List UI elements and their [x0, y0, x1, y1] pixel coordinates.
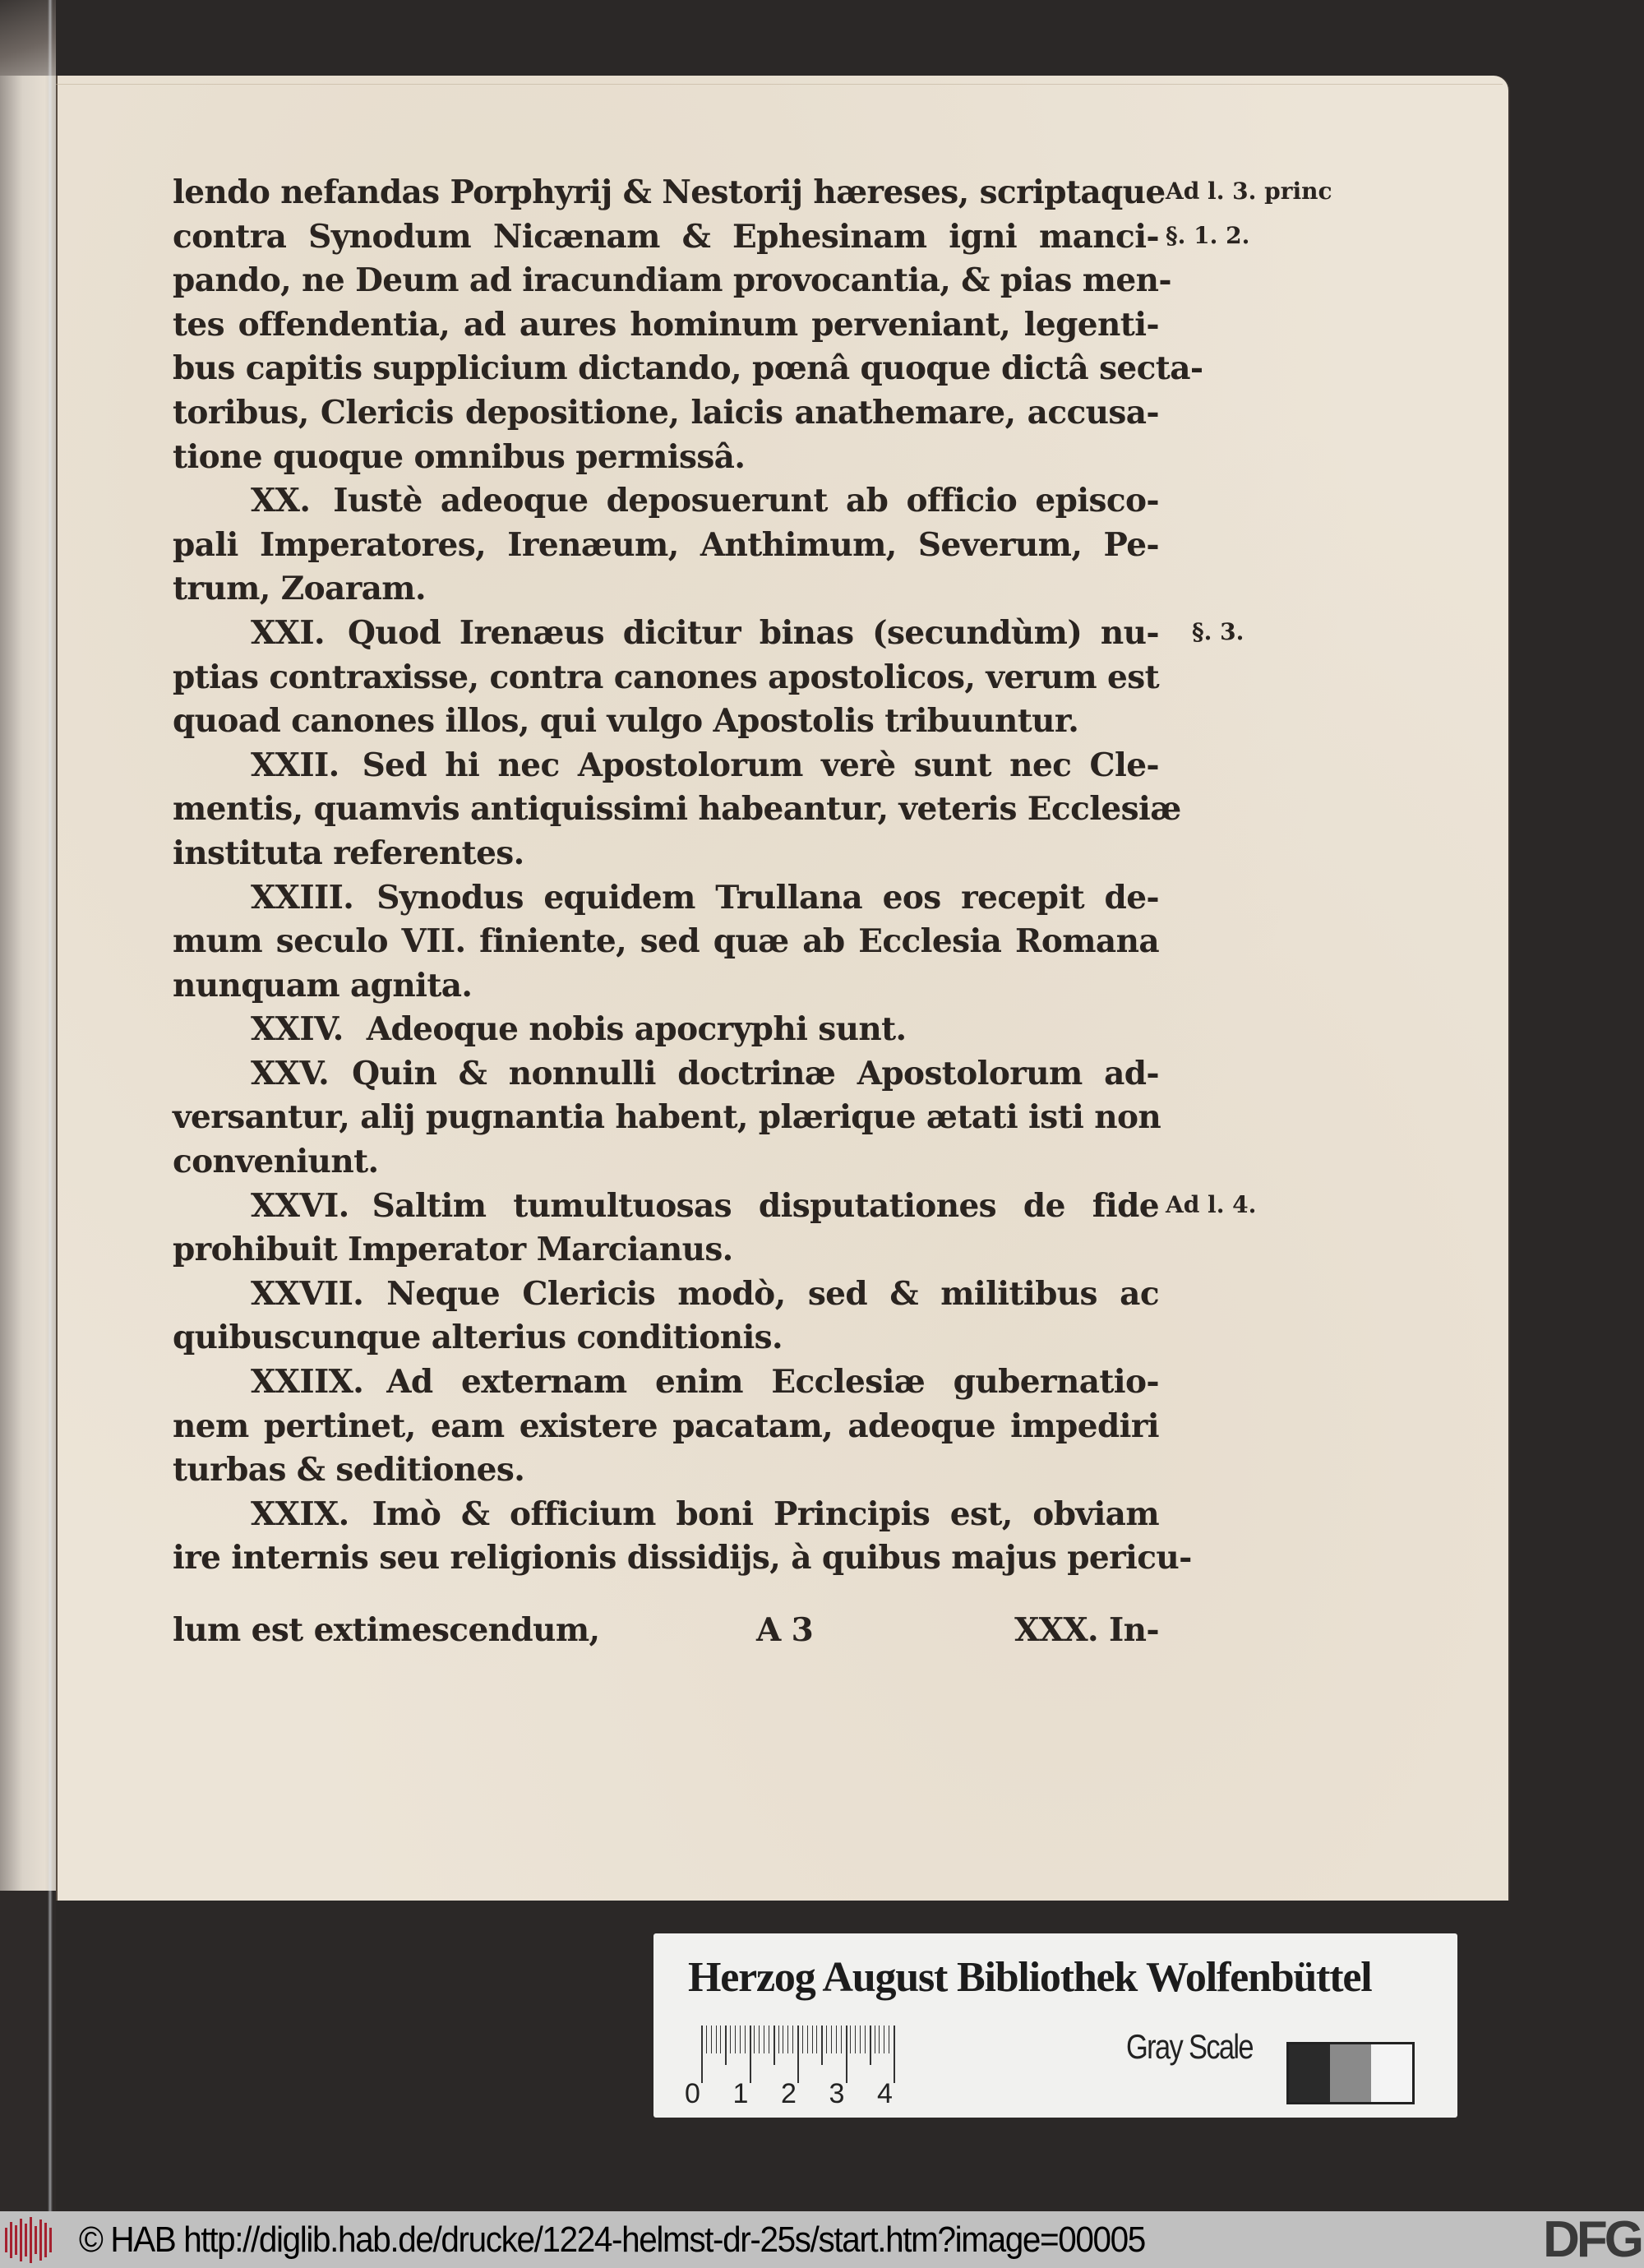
ruler-tick [894, 2025, 895, 2083]
line-text: toribus, Clericis depositione, laicis anathemare, accusa- [173, 393, 1159, 432]
line-text: Imò & officium boni Principis est, obviam [372, 1494, 1159, 1533]
line-text: ptias contraxisse, contra canones apostolicos, verum est [173, 658, 1159, 696]
ruler-tick [855, 2025, 856, 2053]
ruler-label: 4 [877, 2078, 893, 2109]
ruler-tick [821, 2025, 823, 2065]
ruler-tick [846, 2025, 847, 2083]
paragraph-number: XXI. [251, 613, 325, 652]
ruler-tick [850, 2025, 851, 2053]
ruler-tick [816, 2025, 817, 2053]
text-line [173, 920, 1159, 964]
text-line [173, 788, 1181, 832]
text-line [173, 1140, 1159, 1185]
line-text: instituta referentes. [173, 834, 524, 872]
text-line [173, 347, 1203, 391]
ruler-tick [787, 2025, 788, 2053]
text-line [173, 1228, 1159, 1273]
ruler-tick [754, 2025, 755, 2053]
line-text: pali Imperatores, Irenæum, Anthimum, Severum, Pe- [173, 525, 1159, 564]
gray-scale-label: Gray Scale [1126, 2027, 1253, 2066]
text-line [173, 567, 1159, 612]
page-top-edge [56, 79, 1503, 85]
margin-note: §. 3. [1192, 618, 1245, 645]
line-text: bus capitis supplicium dictando, pœnâ quoque dictâ secta- [173, 349, 1203, 388]
text-line [173, 876, 1159, 921]
paragraph-number: XXIII. [251, 878, 354, 917]
ruler-tick [730, 2025, 731, 2053]
footer-bar [0, 2211, 1644, 2268]
text-line [173, 1316, 1159, 1360]
paragraph-number: XXV. [251, 1054, 330, 1092]
text-line [173, 700, 1159, 744]
ruler-tick [826, 2025, 827, 2053]
text-line [173, 215, 1159, 260]
ruler-label: 2 [781, 2078, 797, 2109]
ruler-tick [836, 2025, 837, 2053]
ruler-tick [774, 2025, 775, 2065]
ruler-tick [802, 2025, 803, 2053]
line-text: versantur, alij pugnantia habent, plærique ætati isti non [173, 1098, 1161, 1137]
ruler-tick [711, 2025, 712, 2053]
ruler-tick [701, 2025, 703, 2083]
line-text: tione quoque omnibus permissâ. [173, 437, 746, 476]
ruler-tick [778, 2025, 779, 2053]
ruler-tick [706, 2025, 707, 2053]
adjacent-page-edge [0, 0, 56, 2211]
last-line-text: lum est extimescendum, [173, 1611, 600, 1649]
text-line [173, 1052, 1159, 1097]
text-line [173, 1536, 1192, 1581]
ruler-label: 3 [829, 2078, 845, 2109]
margin-note: Ad l. 3. princ [1166, 178, 1332, 205]
ruler-tick [797, 2025, 799, 2083]
ruler-label: 0 [685, 2078, 700, 2109]
text-line [173, 1096, 1159, 1140]
line-text: ire internis seu religionis dissidijs, à quibus majus pericu- [173, 1539, 1192, 1577]
gray-scale-swatches [1286, 2042, 1415, 2104]
ruler-labels [685, 2078, 931, 2111]
signature-mark: A 3 [756, 1611, 814, 1649]
gray-swatch [1371, 2044, 1412, 2102]
text-line [173, 612, 1159, 656]
text-line [173, 1360, 1159, 1405]
paragraph-number: XXIX. [251, 1494, 349, 1533]
text-line [173, 1008, 1159, 1052]
line-text: mum seculo VII. finiente, sed quæ ab Ecclesia Romana [173, 922, 1159, 961]
color-reference-card [653, 1933, 1457, 2118]
paragraph-number: XXII. [251, 746, 339, 784]
gray-swatch [1289, 2044, 1330, 2102]
paragraph-number: XXVII. [251, 1274, 364, 1313]
line-text: Iustè adeoque deposuerunt ab officio episco- [333, 482, 1159, 520]
text-line [173, 744, 1159, 788]
ruler-tick [759, 2025, 760, 2053]
line-text: lendo nefandas Porphyrij & Nestorij hæreses, scriptaque [173, 173, 1166, 211]
line-text: Quod Irenæus dicitur binas (secundùm) nu- [347, 613, 1159, 652]
hab-logo-icon [5, 2215, 54, 2265]
text-line [173, 171, 1166, 215]
ruler-tick [725, 2025, 727, 2065]
page-body-text [173, 171, 1203, 1581]
catchword: XXX. In- [1014, 1611, 1159, 1649]
line-text: nem pertinet, eam existere pacatam, adeoque impediri [173, 1407, 1159, 1445]
ruler-tick [792, 2025, 793, 2053]
ruler-tick [865, 2025, 866, 2053]
text-line [173, 1185, 1159, 1229]
page-footer-line [173, 1611, 1159, 1649]
ruler-tick [879, 2025, 880, 2053]
ruler-tick [735, 2025, 736, 2053]
ruler-tick [841, 2025, 842, 2053]
line-text: Synodus equidem Trullana eos recepit de- [376, 878, 1159, 917]
text-line [173, 1273, 1159, 1317]
ruler-tick [807, 2025, 808, 2053]
line-text: Sed hi nec Apostolorum verè sunt nec Cle- [362, 746, 1159, 784]
ruler-tick [740, 2025, 741, 2053]
text-line [173, 1448, 1159, 1493]
dfg-logo-icon: DFG [1543, 2211, 1641, 2268]
text-line [173, 436, 1159, 480]
line-text: conveniunt. [173, 1143, 379, 1181]
text-line [173, 964, 1159, 1009]
text-line [173, 524, 1159, 568]
line-text: Ad externam enim Ecclesiæ gubernatio- [386, 1363, 1159, 1402]
line-text: prohibuit Imperator Marcianus. [173, 1231, 733, 1269]
text-line [173, 391, 1159, 436]
line-text: turbas & seditiones. [173, 1451, 525, 1490]
line-text: Quin & nonnulli doctrinæ Apostolorum ad- [352, 1054, 1159, 1092]
text-line [173, 303, 1159, 348]
ruler-tick [750, 2025, 751, 2083]
text-line [173, 832, 1159, 876]
line-text: quibuscunque alterius conditionis. [173, 1319, 783, 1357]
text-line [173, 1493, 1159, 1537]
paragraph-number: XX. [251, 482, 311, 520]
gray-swatch [1330, 2044, 1371, 2102]
ruler-scale [701, 2025, 898, 2083]
paragraph-number: XXIIX. [251, 1363, 364, 1402]
ruler-tick [720, 2025, 721, 2053]
line-text: nunquam agnita. [173, 966, 473, 1005]
ruler-tick [716, 2025, 717, 2053]
text-line [173, 656, 1159, 700]
ruler-tick [812, 2025, 813, 2053]
ruler-tick [745, 2025, 746, 2053]
ruler-tick [860, 2025, 861, 2053]
library-name: Herzog August Bibliothek Wolfenbüttel [688, 1954, 1372, 2001]
line-text: Neque Clericis modò, sed & militibus ac [386, 1274, 1159, 1313]
line-text: tes offendentia, ad aures hominum perveniant, legenti- [173, 305, 1159, 344]
margin-note: §. 1. 2. [1166, 221, 1250, 249]
glass-plate-edge [48, 0, 53, 2211]
ruler-tick [870, 2025, 871, 2065]
line-text: Saltim tumultuosas disputationes de fide [372, 1186, 1159, 1225]
line-text: Adeoque nobis apocryphi sunt. [366, 1010, 907, 1049]
text-line [173, 479, 1159, 524]
paragraph-number: XXIV. [251, 1010, 344, 1049]
ruler-tick [831, 2025, 832, 2053]
line-text: quoad canones illos, qui vulgo Apostolis tribuuntur. [173, 702, 1079, 741]
line-text: contra Synodum Nicænam & Ephesinam igni manci- [173, 217, 1159, 256]
line-text: mentis, quamvis antiquissimi habeantur, veteris Ecclesiæ [173, 790, 1181, 829]
line-text: trum, Zoaram. [173, 570, 426, 608]
ruler-label: 1 [732, 2078, 749, 2109]
line-text: pando, ne Deum ad iracundiam provocantia, & pias men- [173, 261, 1171, 300]
paragraph-number: XXVI. [251, 1186, 349, 1225]
copyright-url-link[interactable]: © HAB http://diglib.hab.de/drucke/1224-helmst-dr-25s/start.htm?image=00005 [79, 2219, 1145, 2260]
margin-note: Ad l. 4. [1166, 1190, 1257, 1218]
text-line [173, 1405, 1159, 1449]
text-line [173, 259, 1171, 303]
